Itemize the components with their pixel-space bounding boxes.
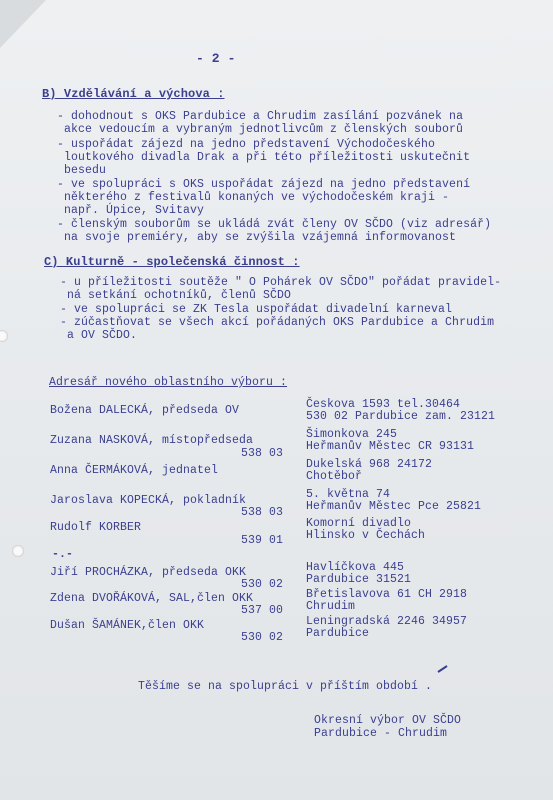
- folded-corner: [0, 0, 46, 48]
- section-b-line: např. Úpice, Svitavy: [64, 204, 205, 217]
- punch-hole: [0, 330, 8, 342]
- signature-line: Okresní výbor OV SČDO: [314, 714, 462, 727]
- member-name: Zuzana NASKOVÁ, místopředseda: [50, 434, 254, 447]
- section-c-line: a OV SČDO.: [67, 329, 138, 342]
- ink-mark: [436, 664, 450, 674]
- member-address: 5. května 74: [306, 488, 391, 501]
- separator-mark: -.-: [52, 548, 74, 561]
- section-b-line: loutkového divadla Drak a při této příležitosti uskutečnit: [64, 151, 471, 164]
- member-zip: 538 03: [241, 506, 284, 519]
- member-address: Dukelská 968 24172: [306, 458, 433, 471]
- member-address: Pardubice 31521: [306, 573, 412, 586]
- closing-sentence: Těšíme se na spolupráci v příštím období .: [138, 680, 433, 693]
- member-address: Hlinsko v Čechách: [306, 529, 426, 542]
- member-address: Chrudim: [306, 600, 356, 613]
- member-address: 530 02 Pardubice zam. 23121: [306, 410, 496, 423]
- section-b-line: akce vedoucím a vybraným jednotlivcům z členských souborů: [64, 123, 464, 136]
- section-c-line: - ve spolupráci se ZK Tesla uspořádat divadelní karneval: [60, 303, 453, 316]
- member-address: Havlíčkova 445: [306, 561, 405, 574]
- section-b-line: - členským souborům se ukládá zvát členy OV SČDO (viz adresář): [57, 218, 492, 231]
- section-b-line: na svoje premiéry, aby se zvýšila vzájemná informovanost: [64, 231, 457, 244]
- member-name: Rudolf KORBER: [50, 521, 142, 534]
- section-b-line: - uspořádat zájezd na jedno představení Východočeského: [57, 138, 436, 151]
- member-address: Chotěboř: [306, 470, 363, 483]
- member-name: Zdena DVOŘÁKOVÁ, SAL,člen OKK: [50, 592, 254, 605]
- section-c-line: ná setkání ochotníků, členů SČDO: [67, 289, 292, 302]
- member-name: Jaroslava KOPECKÁ, pokladník: [50, 494, 247, 507]
- section-c-line: - u příležitosti soutěže " O Pohárek OV SČDO" pořádat pravidel-: [60, 276, 502, 289]
- signature-line: Pardubice - Chrudim: [314, 727, 448, 740]
- page-number: - 2 -: [196, 51, 236, 66]
- member-address: Pardubice: [306, 627, 370, 640]
- member-address: Leningradská 2246 34957: [306, 615, 468, 628]
- member-address: Břetislavova 61 CH 2918: [306, 588, 468, 601]
- directory-heading: Adresář nového oblastního výboru :: [49, 376, 288, 389]
- section-b-line: některého z festivalů konaných ve východočeském kraji -: [64, 191, 450, 204]
- member-address: Heřmanův Městec CR 93131: [306, 440, 475, 453]
- member-zip: 530 02: [241, 578, 284, 591]
- punch-hole: [12, 545, 24, 557]
- section-c-heading: C) Kulturně - společenská činnost :: [44, 255, 300, 269]
- member-address: Komorní divadlo: [306, 517, 412, 530]
- section-b-line: besedu: [64, 164, 107, 177]
- member-zip: 539 01: [241, 534, 284, 547]
- member-zip: 538 03: [241, 447, 284, 460]
- member-zip: 530 02: [241, 631, 284, 644]
- section-b-heading: B) Vzdělávání a výchova :: [42, 87, 225, 101]
- member-name: Anna ČERMÁKOVÁ, jednatel: [50, 464, 219, 477]
- member-name: Jiří PROCHÁZKA, předseda OKK: [50, 566, 247, 579]
- member-name: Božena DALECKÁ, předseda OV: [50, 404, 240, 417]
- member-address: Heřmanův Městec Pce 25821: [306, 500, 482, 513]
- section-b-line: - dohodnout s OKS Pardubice a Chrudim zasílání pozvánek na: [57, 110, 464, 123]
- section-b-line: - ve spolupráci s OKS uspořádat zájezd na jedno představení: [57, 178, 471, 191]
- member-address: Českova 1593 tel.30464: [306, 398, 461, 411]
- member-zip: 537 00: [241, 604, 284, 617]
- member-name: Dušan ŠAMÁNEK,člen OKK: [50, 619, 205, 632]
- section-c-line: - zúčastňovat se všech akcí pořádaných OKS Pardubice a Chrudim: [60, 316, 495, 329]
- member-address: Šimonkova 245: [306, 428, 398, 441]
